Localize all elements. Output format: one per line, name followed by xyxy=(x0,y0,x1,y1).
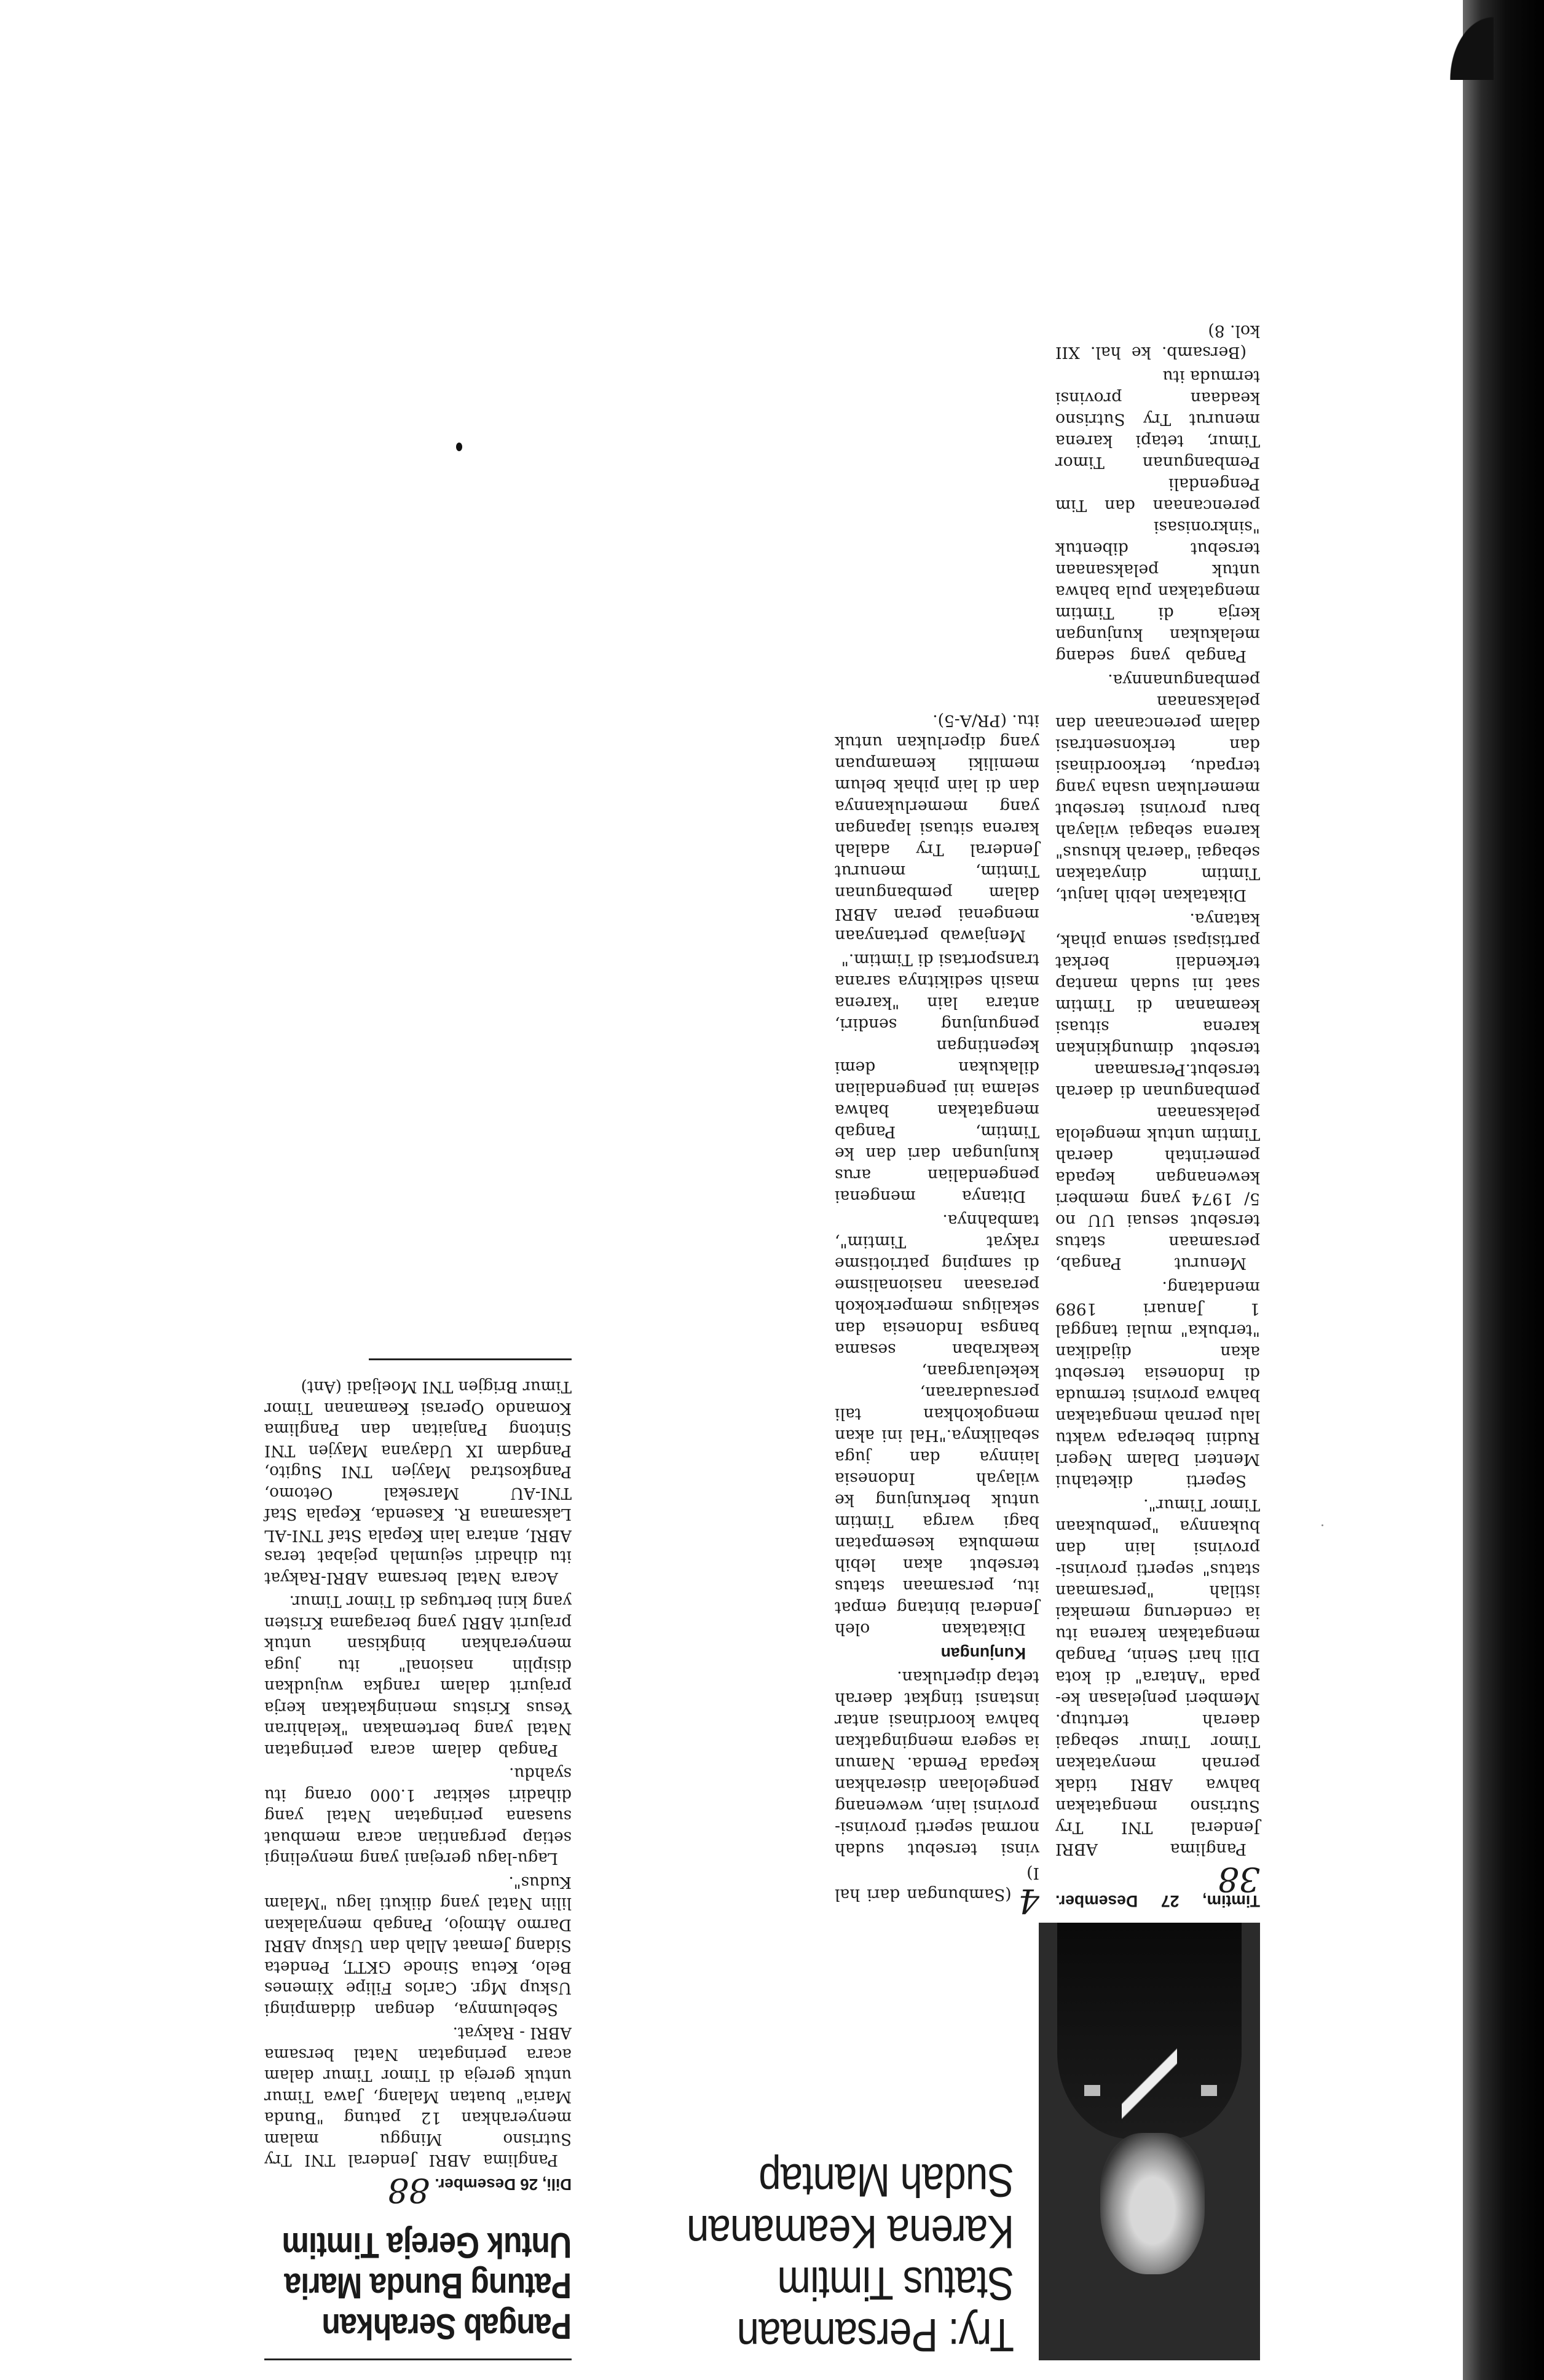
paragraph: Panglima ABRI Jenderal TNI Try Sutrisno Minggu malam menyerahkan 12 patung "Bunda Maria" buatan Malang, Jawa Timur untuk gereja di Timor Timur dalam acara peringatan Natal bersama ABRI - Rakyat. xyxy=(264,2023,572,2170)
paragraph: Acara Natal bersama ABRI-Rakyat itu dihadiri sejumlah pejabat teras ABRI, antara lain Kepala Staf TNI-AL Laksamana R. Kasenda, Kepala Staf TNI-AU Marsekal Oetomo, Pangkostrad Mayjen TNI Sugito, Pangdam IX Udayana Mayjen TNI Sintong Panjaitan dan Panglima Komando Operasi Keamanan Timor Timur Brigjen TNI Moeljadi (Ant) xyxy=(264,1377,572,1587)
paragraph: Menurut Pangab, persamaan status tersebut sesuai UU no 5/ 1974 yang memberi kewenangan kepada pemerintah daerah Timtim untuk mengelola pelaksanaan pembangunan di daerah tersebut.Persamaan tersebut dimungkinkan karena situasi keamanan di Timtim saat ini sudah mantap terkendali berkat partisipasi semua pihak, katanya. xyxy=(1055,910,1260,1273)
paragraph: Menjawab pertanyaan mengenai peran ABRI dalam pembangunan Timtim, menurut Jenderal Try adalah karena situasi lapangan yang memerlukannya dan di lain pihak belum memiliki kemampuan yang diperlukan untuk itu. (PR/A-5). xyxy=(835,711,1039,945)
article-columns xyxy=(615,318,1260,1920)
photo-face xyxy=(1100,2133,1205,2274)
handwritten-number: 4 xyxy=(1018,1882,1039,1920)
paragraph: Sebelumnya, dengan didampingi Uskup Mgr. Carlos Filipe Ximenes Belo, Ketua Sinode GKTT, Pendeta Sidang Jemaat Allah dan Uskup ABRI Darmo Atmojo, Pangab menyalakan lilin Natal yang diikuti lagu "Malam Kudus". xyxy=(264,1873,572,2019)
article-column-1 xyxy=(1055,318,1260,1912)
headline-line: Status Timtim xyxy=(778,2257,1014,2309)
photo-insignia xyxy=(1201,2085,1217,2096)
photo-insignia xyxy=(1084,2085,1100,2096)
scan-dust xyxy=(1321,1524,1323,1526)
photo-collar xyxy=(1122,2028,1177,2139)
dateline: Dili, 26 Desember. xyxy=(435,2175,572,2194)
paragraph: Panglima ABRI Jenderal TNI Try Sutrisno mengatakan bahwa ABRI tidak pernah menyatakan Timor Timur sebagai daerah tertutup. Memberi penjelasan ke-pada "Antara" di kota Dili hari Senin, Pangab mengatakan karena itu ia cenderung memakai istilah "persamaan status" seperti provinsi-provinsi lain dan bukannya "pembukaan Timor Timur". xyxy=(1055,1495,1260,1859)
paragraph: Dikatakan lebih lanjut, Timtim dinyatakan sebagai "daerah khusus" karena sebagai wilayah baru provinsi tersebut memerlukan usaha yang terpadu, terkoordinasi dan terkonsentrasi dalam perencanaan dan pelaksanaan pembangunannya. xyxy=(1055,671,1260,905)
article-column-2 xyxy=(835,318,1039,1920)
headline-line: Karena Keamanan xyxy=(687,2205,1014,2258)
headline-line: Try: Persamaan xyxy=(737,2309,1014,2361)
paragraph: Seperti diketahui Menteri Dalam Negeri Rudini beberapa waktu lalu pernah mengatakan bahwa provinsi termuda di Indonesia tersebut akan dijadikan "terbuka" mulai tanggal 1 Januari 1989 mendatang. xyxy=(1055,1278,1260,1491)
article-try-persamaan-status xyxy=(615,321,1260,2361)
handwritten-number: 38 xyxy=(1218,1860,1260,1899)
headline-pangab xyxy=(264,2224,572,2346)
newspaper-clipping-rotated xyxy=(264,321,1260,2361)
dateline-paragraph xyxy=(264,2171,572,2210)
paragraph: Pangab dalam acara peringatan Natal yang bertemakan "kelahiran Yesus Kristus meningkatkan kerja prajurit dalam rangka wujudkan disiplin nasional" itu juga menyerahkan bingkisan untuk prajurit ABRI yang beragama Kristen yang kini bertugas di Timor Timur. xyxy=(264,1592,572,1759)
headline-line: Untuk Gereja Timtim xyxy=(282,2225,572,2265)
paragraph: Pangab yang sedang melakukan kunjungan kerja di Timtim mengatakan pula bahwa untuk pelaksanaan tersebut dibentuk "sinkronisasi perencanaan dan Tim Pengendali Pembangunan Timor Timur, tetapi karena menurut Try Sutrisno keadaan provinsi termuda itu xyxy=(1055,367,1260,666)
article-rule xyxy=(264,2358,572,2360)
dateline: Timtim, 27 Desember. xyxy=(1055,1892,1260,1910)
end-rule xyxy=(369,1358,572,1360)
subhead: Kunjungan xyxy=(940,1644,1026,1663)
jump-line xyxy=(835,1862,1039,1920)
paragraph: Dikatakan oleh Jenderal bintang empat itu, persamaan status tersebut akan lebih membuka kesempatan bagi warga Timtim untuk berkunjung ke wilayah Indonesia lainnya dan juga sebaliknya."Hal ini akan mengokohkan tali persaudaraan, kekeluargaan, keakraban sesama bangsa Indonesia dan sekaligus memperkokoh perasaan nasionalisme di samping patriotisme rakyat Timtim", tambahnya. xyxy=(835,1211,1039,1639)
handwritten-number: 88 xyxy=(387,2171,430,2210)
headline-try xyxy=(621,2154,1014,2360)
article-pangab-serahkan-patung xyxy=(264,688,572,2360)
photo-try-sutrisno xyxy=(1039,1923,1260,2360)
continuation-note: (Bersamb. ke hal. XII kol. 8) xyxy=(1055,321,1260,362)
article-column xyxy=(264,1358,572,2210)
headline-line: Sudah Mantap xyxy=(759,2154,1014,2206)
ink-speck xyxy=(456,443,462,451)
dateline-paragraph xyxy=(1055,1862,1260,1912)
page-curl-shadow xyxy=(1438,0,1494,80)
headline-line: Patung Bunda Maria xyxy=(285,2266,572,2306)
paragraph: Lagu-lagu gerejani yang menyelingi setiap pergantian acara membuat suasana peringatan Natal yang dihadiri sekitar 1.000 orang itu syahdu. xyxy=(264,1764,572,1868)
headline-line: Pangab Serahkan xyxy=(322,2306,572,2346)
binder-edge xyxy=(1463,0,1544,2380)
jump-label: (Sambungan dari hal I) xyxy=(835,1864,1039,1904)
paragraph: Ditanya mengenai pengendalian arus kunjungan dari dan ke Timtim, Pangab mengatakan bahwa selama ini pengendalian dilakukan demi kepentingan pengunjung sendiri, antara lain "karena masih sedikitnya sarana transportasi di Timtim." xyxy=(835,950,1039,1206)
paragraph: vinsi tersebut sudah normal seperti provinsi-provinsi lain, wewenang pengelolaan diserahkan kepada Pemda. Namun ia segera mengingatkan bahwa koordinasi antar instansi tingkat daerah tetap diperlukan. xyxy=(835,1668,1039,1859)
